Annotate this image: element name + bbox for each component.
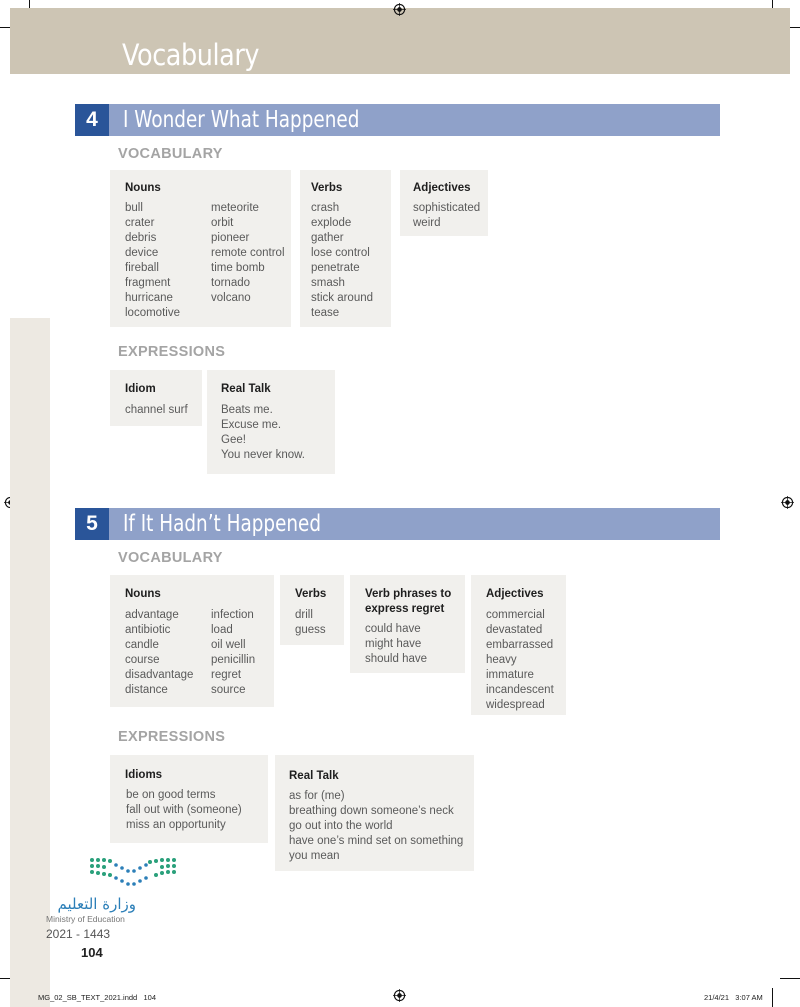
unit-5-title: If It Hadn’t Happened [123,511,322,537]
list-item: penicillin [211,654,256,666]
list-item: breathing down someone’s neck [289,805,454,817]
list-item: source [211,684,246,696]
unit-5-adjectives-box [471,575,566,715]
verb-phrases-heading [365,587,451,617]
adjectives-heading: Adjectives [413,182,471,194]
list-item: debris [125,232,157,244]
list-item: hurricane [125,292,173,304]
list-item: smash [311,277,345,289]
unit-5-verbs-box [280,575,344,645]
list-item: embarrassed [486,639,554,651]
list-item: infection [211,609,254,621]
list-item: sophisticated [413,202,481,214]
verb-phrases-list [365,622,427,667]
list-item: commercial [486,609,545,621]
list-item: could have [365,623,421,635]
unit-4-adjectives-box [400,170,488,236]
unit-5-number: 5 [75,508,109,540]
nouns-heading: Nouns [125,588,161,600]
unit-5-nouns-box [110,575,274,707]
verbs-list [311,201,373,321]
idiom-list [125,403,188,418]
list-item: orbit [211,217,234,229]
list-item: immature [486,669,534,681]
list-item: pioneer [211,232,250,244]
list-item: meteorite [211,202,259,214]
list-item: You never know. [221,449,305,461]
ministry-arabic-name: وزارة التعليم [57,895,136,913]
crop-mark [780,978,800,979]
real-talk-heading: Real Talk [289,770,339,782]
list-item: Gee! [221,434,246,446]
list-item: crash [311,202,340,214]
list-item: channel surf [125,404,188,416]
unit-5-verb-phrases-box [350,575,465,673]
list-item: Excuse me. [221,419,282,431]
verb-phrases-heading-line1: Verb phrases to [365,588,452,600]
list-item: bull [125,202,143,214]
list-item: tease [311,307,340,319]
list-item: have one’s mind set on something [289,835,464,847]
list-item: volcano [211,292,251,304]
list-item: go out into the world [289,820,393,832]
page-number: 104 [81,945,103,960]
nouns-list-col1 [125,201,180,321]
adjectives-heading: Adjectives [486,588,544,600]
list-item: should have [365,653,428,665]
list-item: be on good terms [126,789,216,801]
list-item: fireball [125,262,159,274]
real-talk-list [289,789,463,864]
list-item: miss an opportunity [126,819,226,831]
page-title: Vocabulary [122,38,260,72]
list-item: antibiotic [125,624,171,636]
unit-4-real-talk-box [207,370,335,474]
list-item: lose control [311,247,370,259]
nouns-heading: Nouns [125,182,161,194]
verbs-heading: Verbs [295,588,327,600]
list-item: drill [295,609,313,621]
real-talk-heading: Real Talk [221,383,271,395]
list-item: locomotive [125,307,180,319]
unit-5-expressions-heading: EXPRESSIONS [118,729,226,745]
real-talk-list [221,403,305,463]
list-item: load [211,624,233,636]
list-item: penetrate [311,262,360,274]
registration-mark-icon [393,989,406,1002]
list-item: might have [365,638,422,650]
list-item: widespread [486,699,545,711]
list-item: oil well [211,639,246,651]
verb-phrases-heading-line2: express regret [365,603,445,615]
list-item: distance [125,684,168,696]
unit-5-real-talk-box [275,755,474,871]
list-item: heavy [486,654,517,666]
list-item: time bomb [211,262,265,274]
list-item: course [125,654,160,666]
nouns-list-col1 [125,608,193,698]
list-item: weird [413,217,441,229]
list-item: as for (me) [289,790,345,802]
adjectives-list [486,608,554,713]
nouns-list-col2 [211,608,255,698]
list-item: advantage [125,609,179,621]
unit-5-vocabulary-heading: VOCABULARY [118,550,223,566]
file-name: MG_02_SB_TEXT_2021.indd 104 [38,993,156,1002]
unit-4-number: 4 [75,104,109,136]
list-item: regret [211,669,242,681]
edition-years: 2021 - 1443 [46,927,111,941]
list-item: Beats me. [221,404,273,416]
list-item: devastated [486,624,543,636]
list-item: remote control [211,247,285,259]
unit-4-title: I Wonder What Happened [123,107,360,133]
list-item: device [125,247,159,259]
unit-4-nouns-box [110,170,291,327]
list-item: disadvantage [125,669,194,681]
list-item: tornado [211,277,251,289]
unit-4-idiom-box [110,370,202,426]
list-item: candle [125,639,159,651]
registration-mark-icon [393,3,406,16]
list-item: crater [125,217,155,229]
list-item: fragment [125,277,171,289]
timestamp: 21/4/21 3:07 AM [704,993,763,1002]
verbs-list [295,608,326,638]
unit-4-expressions-heading: EXPRESSIONS [118,344,226,360]
unit-4-vocabulary-heading: VOCABULARY [118,146,223,162]
list-item: stick around [311,292,374,304]
unit-5-idioms-box [110,755,268,843]
list-item: you mean [289,850,340,862]
list-item: gather [311,232,344,244]
idioms-heading: Idioms [125,769,163,781]
list-item: guess [295,624,326,636]
idiom-heading: Idiom [125,383,156,395]
nouns-list-col2 [211,201,285,306]
unit-4-verbs-box [300,170,391,327]
list-item: fall out with (someone) [126,804,242,816]
list-item: incandescent [486,684,554,696]
ministry-english-name: Ministry of Education [46,914,125,924]
ministry-logo-icon [88,856,182,888]
side-strip [10,318,50,1007]
verbs-heading: Verbs [311,182,343,194]
registration-mark-icon [781,496,794,509]
adjectives-list [413,201,480,231]
crop-mark [772,988,773,1007]
list-item: explode [311,217,352,229]
idioms-list [126,788,242,833]
